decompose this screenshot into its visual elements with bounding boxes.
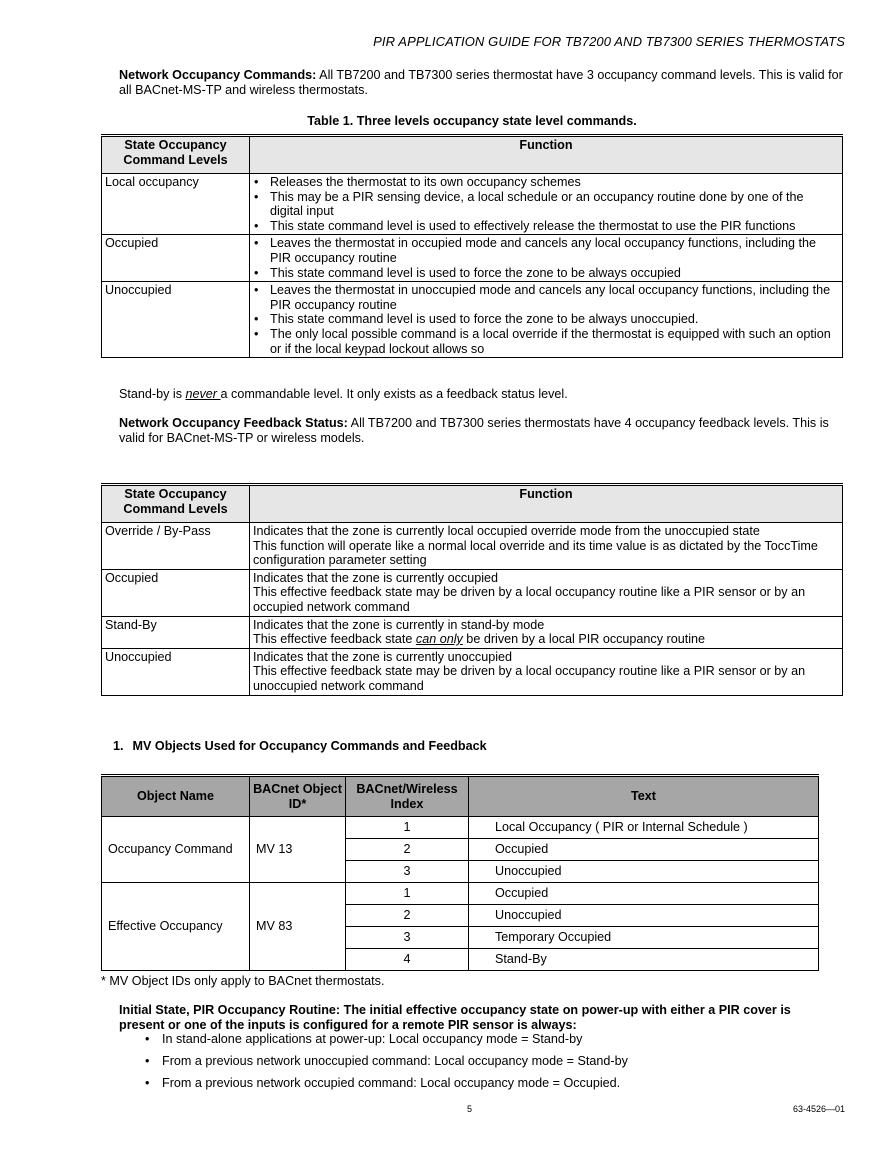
table2-col2-header: Function xyxy=(250,485,843,523)
list-item: • This state command level is used to effectively release the thermostat to use the PIR functions xyxy=(270,219,839,234)
object-name-cell: Effective Occupancy xyxy=(102,883,250,971)
table2-function-cell xyxy=(250,569,843,616)
function-line: Indicates that the zone is currently occupied xyxy=(253,570,499,585)
list-item: • The only local possible command is a local override if the thermostat is equipped with such an option or if the local keypad lockout allows so xyxy=(270,327,839,356)
table-row xyxy=(102,616,843,648)
table-row xyxy=(102,817,819,839)
index-cell: 1 xyxy=(346,817,469,839)
text-part: be driven by a local PIR occupancy routine xyxy=(462,632,706,647)
object-id-cell: MV 83 xyxy=(250,883,346,971)
standby-pre: Stand-by is xyxy=(119,387,186,401)
network-occupancy-commands-paragraph xyxy=(119,68,847,97)
section-heading xyxy=(113,739,487,754)
paragraph-lead: Network Occupancy Commands: xyxy=(119,68,317,82)
object-name-cell: Occupancy Command xyxy=(102,817,250,883)
initial-state-list xyxy=(145,1032,628,1098)
list-item: • In stand-alone applications at power-up: Local occupancy mode = Stand-by xyxy=(145,1032,628,1054)
list-item: • Releases the thermostat to its own occupancy schemes xyxy=(270,175,839,190)
index-cell: 2 xyxy=(346,905,469,927)
table1-col1-header: State Occupancy Command Levels xyxy=(102,136,250,174)
table-row xyxy=(102,235,843,282)
object-id-cell: MV 13 xyxy=(250,817,346,883)
function-line: Indicates that the zone is currently in stand-by mode xyxy=(253,617,545,632)
table-row xyxy=(102,523,843,570)
table-row xyxy=(102,883,819,905)
index-cell: 4 xyxy=(346,949,469,971)
list-item: • From a previous network occupied command: Local occupancy mode = Occupied. xyxy=(145,1076,628,1098)
text-cell: Occupied xyxy=(469,883,819,905)
paragraph-text: All TB7200 and TB7300 series thermostat have 3 occupancy command levels. This is valid for all BACnet-MS-TP and wireless thermostats. xyxy=(119,68,843,97)
index-cell: 1 xyxy=(346,883,469,905)
text-cell: Stand-By xyxy=(469,949,819,971)
list-item: • Leaves the thermostat in unoccupied mode and cancels any local occupancy functions, including the PIR occupancy routine xyxy=(270,283,839,312)
standby-note xyxy=(119,387,847,402)
table1-col2-header: Function xyxy=(250,136,843,174)
table3-object-id-header: BACnet Object ID* xyxy=(250,776,346,817)
list-item: • This state command level is used to force the zone to be always unoccupied. xyxy=(270,312,839,327)
mv-objects-table xyxy=(101,774,819,971)
table1-level-cell: Unoccupied xyxy=(102,282,250,358)
text-cell: Unoccupied xyxy=(469,861,819,883)
list-item: • From a previous network unoccupied command: Local occupancy mode = Stand-by xyxy=(145,1054,628,1076)
function-line: This effective feedback state may be driven by a local occupancy routine like a PIR sensor or by an unoccupied network command xyxy=(253,664,806,693)
table1-function-cell xyxy=(250,174,843,235)
text-cell: Local Occupancy ( PIR or Internal Schedule ) xyxy=(469,817,819,839)
function-line: This function will operate like a normal local override and its time value is as dictated by the ToccTime configuration parameter setting xyxy=(253,538,818,568)
text-cell: Temporary Occupied xyxy=(469,927,819,949)
list-item: • This may be a PIR sensing device, a local schedule or an occupancy routine done by one of the digital input xyxy=(270,190,839,219)
initial-state-paragraph: Initial State, PIR Occupancy Routine: The initial effective occupancy state on power-up with either a PIR cover is present or one of the inputs is configured for a remote PIR sensor is always: xyxy=(119,1003,791,1032)
table-row xyxy=(102,282,843,358)
table1-function-cell xyxy=(250,235,843,282)
index-cell: 2 xyxy=(346,839,469,861)
text-cell: Occupied xyxy=(469,839,819,861)
table3-index-header: BACnet/Wireless Index xyxy=(346,776,469,817)
table1-caption: Table 1. Three levels occupancy state level commands. xyxy=(307,114,637,128)
text-part: This effective feedback state xyxy=(253,632,416,647)
table-row xyxy=(102,569,843,616)
table3-text-header: Text xyxy=(469,776,819,817)
standby-emphasis: never xyxy=(185,387,221,401)
function-line xyxy=(253,632,839,647)
index-cell: 3 xyxy=(346,861,469,883)
paragraph-lead: Network Occupancy Feedback Status: xyxy=(119,416,348,430)
table-row xyxy=(102,648,843,695)
table2-function-cell xyxy=(250,648,843,695)
paragraph-text: All TB7200 and TB7300 series thermostats have 4 occupancy feedback levels. This is valid for BACnet-MS-TP or wireless models. xyxy=(119,416,829,445)
page-number: 5 xyxy=(467,1104,473,1114)
list-item: • Leaves the thermostat in occupied mode and cancels any local occupancy functions, including the PIR occupancy routine xyxy=(270,236,839,265)
table1-level-cell: Occupied xyxy=(102,235,250,282)
occupancy-commands-table xyxy=(101,134,843,358)
index-cell: 3 xyxy=(346,927,469,949)
occupancy-feedback-table xyxy=(101,483,843,696)
table1-function-cell xyxy=(250,282,843,358)
text-emphasis: can only xyxy=(415,632,463,647)
table-footnote: * MV Object IDs only apply to BACnet thermostats. xyxy=(101,974,385,988)
table2-level-cell: Override / By-Pass xyxy=(102,523,250,570)
table2-level-cell: Unoccupied xyxy=(102,648,250,695)
document-number: 63-4526—01 xyxy=(792,1104,845,1114)
table2-level-cell: Occupied xyxy=(102,569,250,616)
section-number: 1. xyxy=(113,739,124,753)
function-line: Indicates that the zone is currently unoccupied xyxy=(253,649,513,664)
table2-function-cell xyxy=(250,616,843,648)
table3-object-name-header: Object Name xyxy=(102,776,250,817)
network-occupancy-feedback-paragraph xyxy=(119,416,847,445)
function-line: Indicates that the zone is currently local occupied override mode from the unoccupied state xyxy=(253,524,760,538)
section-title: MV Objects Used for Occupancy Commands and Feedback xyxy=(132,739,487,753)
function-line: This effective feedback state may be driven by a local occupancy routine like a PIR sensor or by an occupied network command xyxy=(253,585,806,614)
table-row xyxy=(102,174,843,235)
table1-level-cell: Local occupancy xyxy=(102,174,250,235)
standby-post: a commandable level. It only exists as a feedback status level. xyxy=(220,387,568,401)
list-item: • This state command level is used to force the zone to be always occupied xyxy=(270,266,839,281)
page-header: PIR APPLICATION GUIDE FOR TB7200 AND TB7300 SERIES THERMOSTATS xyxy=(373,34,845,49)
table2-level-cell: Stand-By xyxy=(102,616,250,648)
text-cell: Unoccupied xyxy=(469,905,819,927)
table2-col1-header: State Occupancy Command Levels xyxy=(102,485,250,523)
table2-function-cell xyxy=(250,523,843,570)
